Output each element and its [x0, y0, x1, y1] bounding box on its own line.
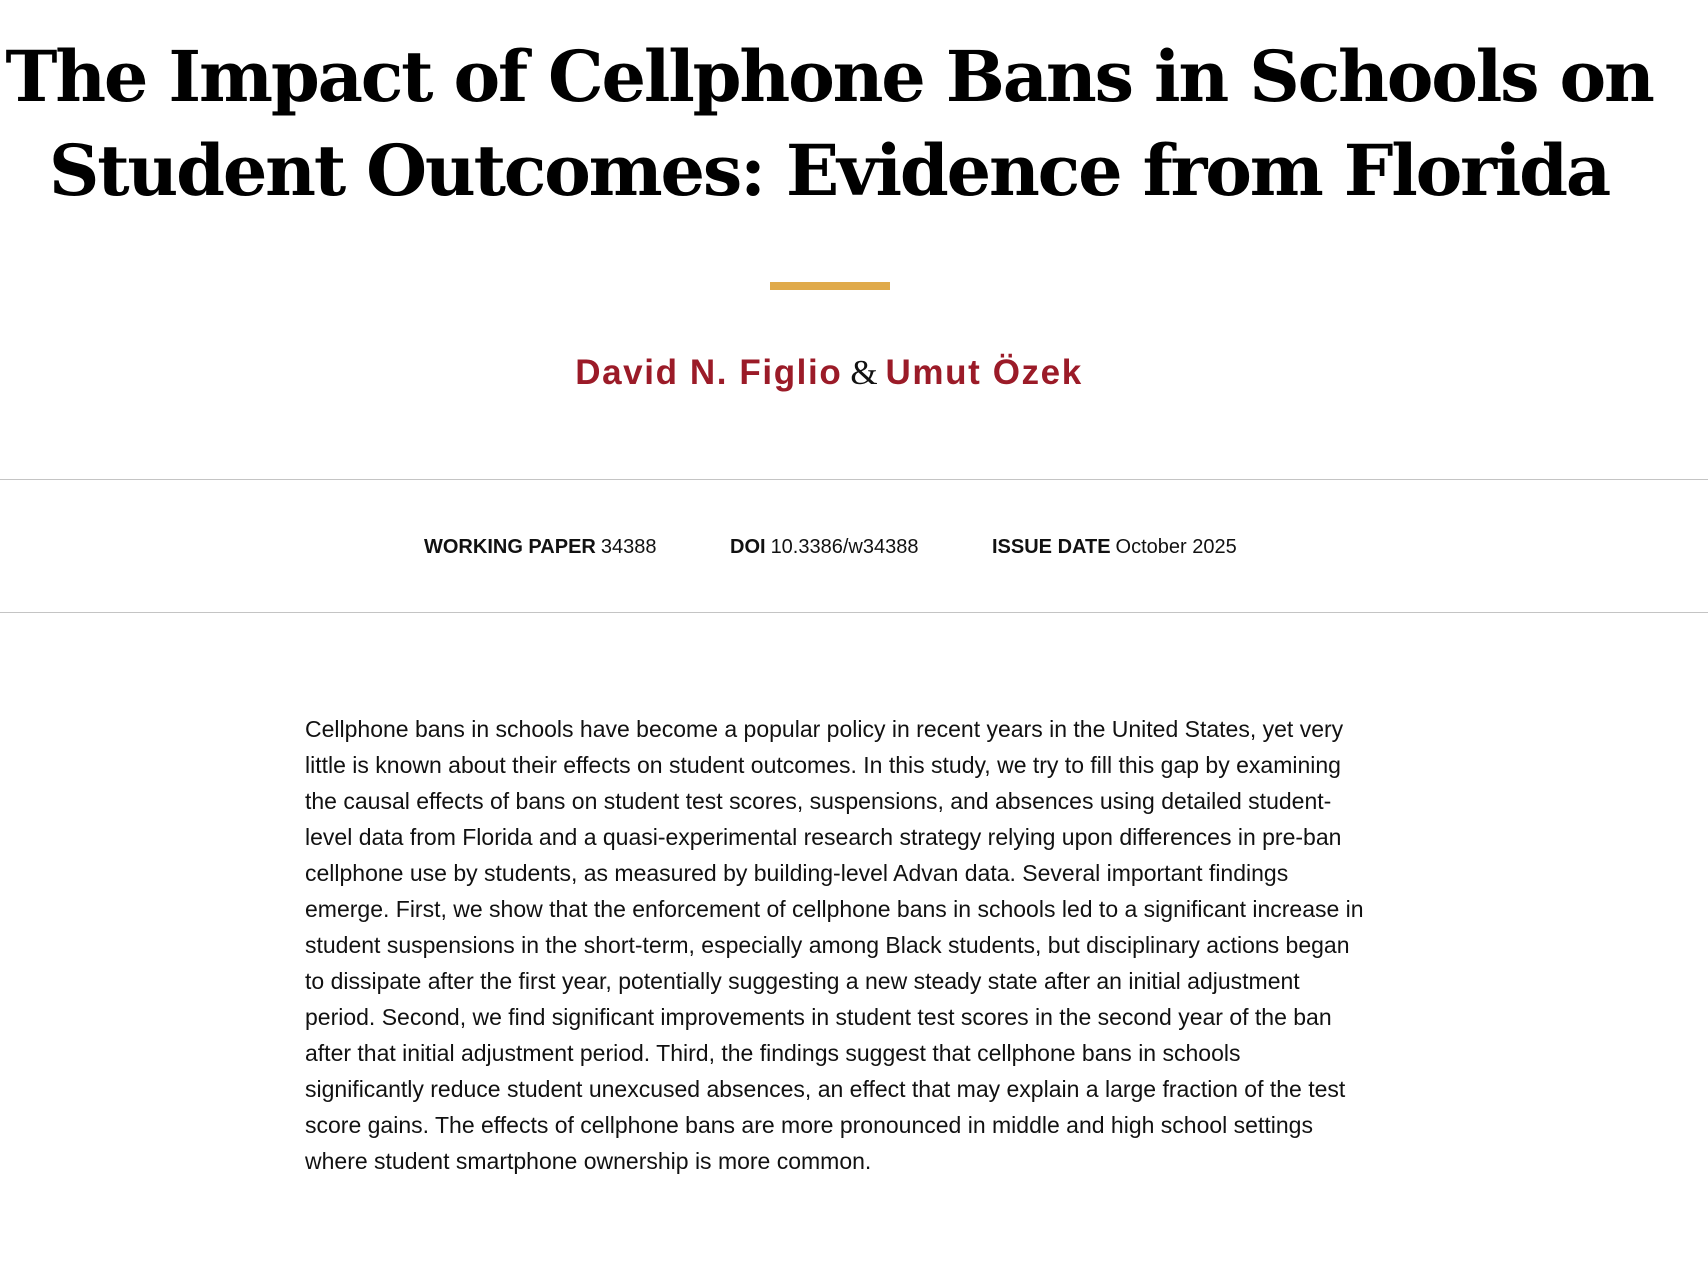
author-link-ozek[interactable]: Umut Özek	[885, 353, 1083, 392]
paper-metadata-bar	[0, 479, 1708, 613]
doi-value: 10.3386/w34388	[770, 536, 919, 558]
working-paper-label: WORKING PAPER	[424, 536, 596, 558]
issue-date-label: ISSUE DATE	[992, 536, 1111, 558]
title-line-2: Student Outcomes: Evidence from Florida	[48, 129, 1610, 212]
doi	[730, 535, 918, 559]
author-link-figlio[interactable]: David N. Figlio	[575, 353, 843, 392]
issue-date-value: October 2025	[1115, 536, 1237, 558]
author-separator: &	[850, 353, 878, 392]
page-title	[0, 30, 1658, 218]
abstract-text: Cellphone bans in schools have become a popular policy in recent years in the United States, yet very little is known about their effects on student outcomes. In this study, we try to fill this gap by examining the causal effects of bans on student test scores, suspensions, and absences using detailed student-level data from Florida and a quasi-experimental research strategy relying upon differences in pre-ban cellphone use by students, as measured by building-level Advan data. Several important findings emerge. First, we show that the enforcement of cellphone bans in schools led to a significant increase in student suspensions in the short-term, especially among Black students, but disciplinary actions began to dissipate after the first year, potentially suggesting a new steady state after an initial adjustment period. Second, we find significant improvements in student test scores in the second year of the ban after that initial adjustment period. Third, the findings suggest that cellphone bans in schools significantly reduce student unexcused absences, an effect that may explain a large fraction of the test score gains. The effects of cellphone bans are more pronounced in middle and high school settings where student smartphone ownership is more common.	[305, 716, 1364, 1174]
working-paper-value: 34388	[600, 536, 657, 558]
author-list	[0, 350, 1658, 396]
title-accent-divider	[770, 282, 890, 290]
working-paper-number	[424, 535, 656, 559]
issue-date	[992, 535, 1237, 559]
doi-label: DOI	[730, 536, 766, 558]
title-line-1: The Impact of Cellphone Bans in Schools on	[5, 35, 1653, 118]
